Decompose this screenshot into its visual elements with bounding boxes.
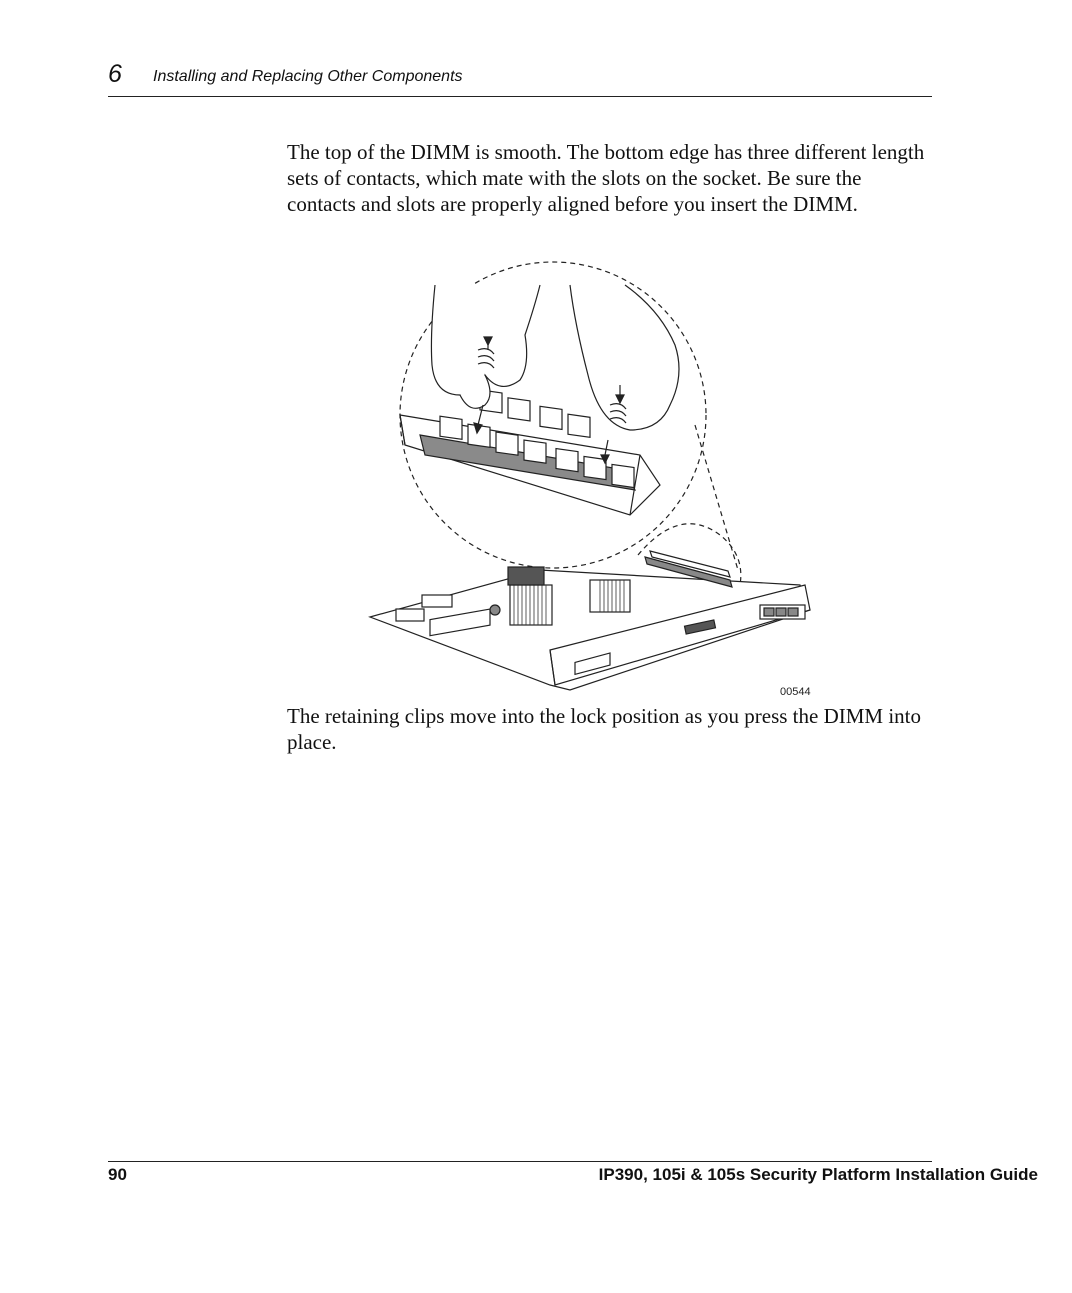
guide-title: IP390, 105i & 105s Security Platform Installation Guide [598,1165,1038,1184]
chapter-title: Installing and Replacing Other Components [153,68,463,85]
dimm-install-illustration [360,255,830,700]
running-header [108,58,932,97]
chapter-number: 6 [108,60,122,88]
motherboard [370,551,810,690]
intro-paragraph: The top of the DIMM is smooth. The bottom edge has three different length sets of contacts, which mate with the slots on the socket. Be sure the contacts and slots are properly aligned before you insert the DIMM. [287,140,925,216]
page-number: 90 [108,1165,127,1184]
footer-rule [108,1161,932,1162]
left-hand [431,285,540,408]
retaining-clips-paragraph: The retaining clips move into the lock position as you press the DIMM into place. [287,704,921,754]
dimm-install-figure [360,255,830,700]
running-footer [108,1161,1038,1191]
figure-id: 00544 [780,686,811,698]
